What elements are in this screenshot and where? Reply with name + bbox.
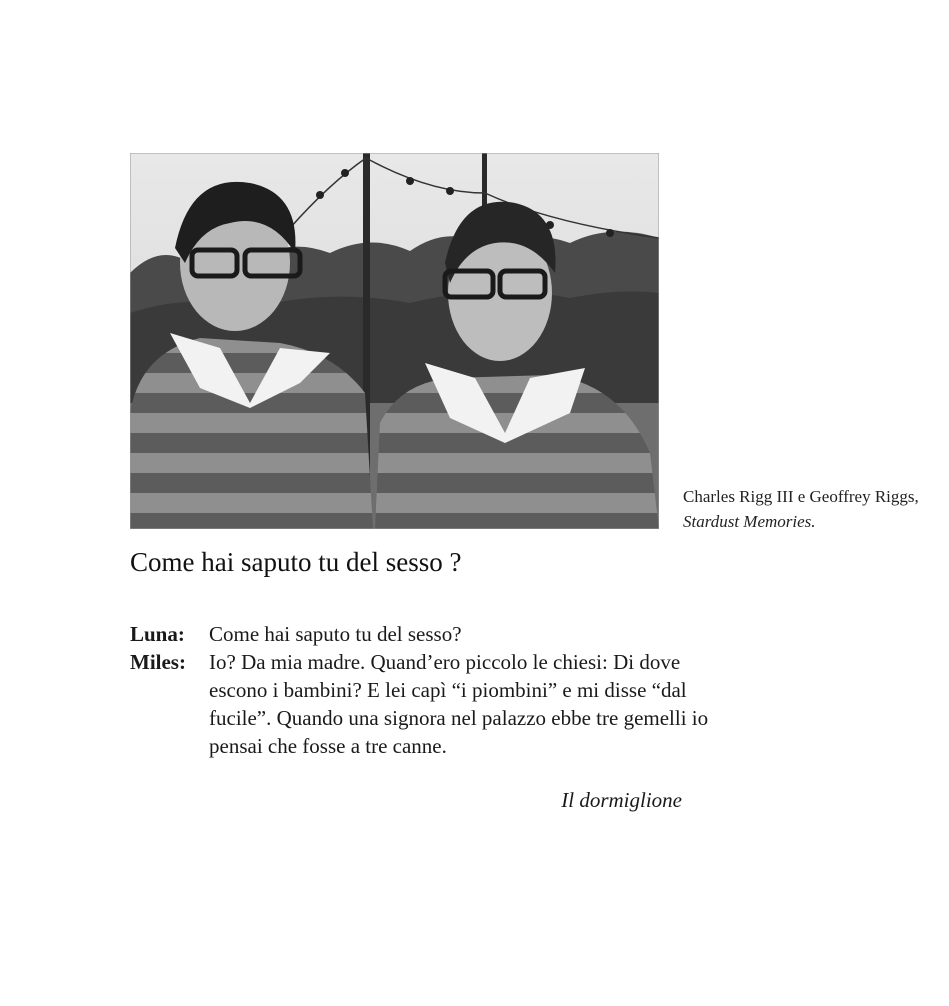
dialogue-line-luna (130, 620, 730, 648)
speaker-name: Luna: (130, 622, 185, 646)
twins-photo-illustration (130, 153, 659, 529)
speech-text: Come hai saputo tu del sesso? (209, 622, 462, 646)
photo-caption (683, 484, 923, 534)
caption-film-title: Stardust Memories. (683, 512, 816, 531)
speaker-name: Miles: (130, 650, 186, 674)
dialogue-line-miles (130, 648, 730, 760)
source-film-title: Il dormiglione (561, 788, 682, 812)
dialogue (130, 620, 730, 760)
caption-names: Charles Rigg III e Geoffrey Riggs, (683, 487, 919, 506)
film-still-photo (130, 153, 659, 529)
page-heading: Come hai saputo tu del sesso ? (130, 547, 462, 577)
speech-text: Io? Da mia madre. Quand’ero piccolo le chiesi: Di dove escono i bambini? E lei capì “i piombini” e mi disse “dal fucile”. Quando una signora nel palazzo ebbe tre gemelli io pensai che fosse a tre canne. (209, 650, 709, 758)
